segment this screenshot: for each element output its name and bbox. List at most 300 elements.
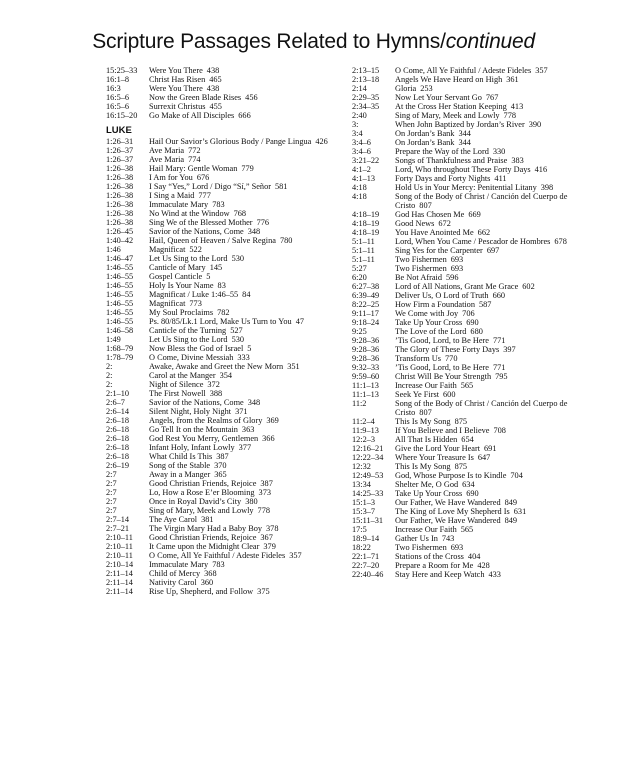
hymn-title: Sing Yes for the Carpenter [395,246,483,255]
scripture-reference: 11:9–13 [352,426,379,435]
hymn-entry [394,255,592,264]
scripture-entry [352,264,592,273]
scripture-entry [352,93,592,102]
page-title-main: Scripture Passages Related to Hymns/ [92,30,446,53]
hymn-title: Shelter Me, O God [395,480,459,489]
scripture-entry [352,444,592,453]
scripture-reference: 2:6–14 [106,407,130,416]
hymn-title: Two Fishermen [395,543,447,552]
hymn-title: Silent Night, Holy Night [149,407,232,416]
scripture-reference: 2:29–35 [352,93,380,102]
scripture-entry [352,372,592,381]
scripture-entry [352,471,592,480]
hymn-title: Savior of the Nations, Come [149,227,244,236]
scripture-reference: 2:34–35 [352,102,380,111]
hymn-entry [148,191,346,200]
scripture-reference: 9:28–36 [352,354,380,363]
hymn-number: 438 [206,66,220,75]
hymn-title: Hold Us in Your Mercy: Penitential Litany [395,183,537,192]
scripture-reference: 2:7 [106,479,117,488]
hymn-title: Take Up Your Cross [395,489,463,498]
hymn-title: Our Father, We Have Wandered [395,516,501,525]
hymn-number: 672 [438,219,451,228]
hymn-entry [148,533,346,542]
scripture-reference: 4:18 [352,183,367,192]
hymn-number: 379 [263,542,276,551]
hymn-entry [394,552,592,561]
hymn-entry [148,218,346,227]
scripture-reference: 15:25–33 [106,66,138,75]
hymn-number: 767 [485,93,499,102]
hymn-entry [148,344,346,353]
hymn-number: 783 [212,560,225,569]
scripture-entry [352,336,592,345]
scripture-reference: 2:11–14 [106,578,133,587]
hymn-title: My Soul Proclaims [149,308,214,317]
hymn-entry [148,470,346,479]
hymn-number: 426 [315,137,328,146]
hymn-title: Lord, Who throughout These Forty Days [395,165,531,174]
hymn-title: Song of the Stable [149,461,211,470]
scripture-entry [352,219,592,228]
scripture-reference: 2:13–15 [352,66,380,75]
hymn-entry [394,489,592,498]
scripture-entry [106,281,346,290]
hymn-number: 368 [204,569,217,578]
hymn-entry [394,282,592,291]
hymn-number: 587 [478,300,492,309]
hymn-title: How Firm a Foundation [395,300,475,309]
scripture-reference: 1:46 [106,245,121,254]
hymn-title: No Wind at the Window [149,209,230,218]
hymn-number: 348 [247,398,261,407]
scripture-reference: 22:1–71 [352,552,380,561]
hymn-entry [394,399,592,417]
hymn-number: 690 [466,318,479,327]
scripture-reference: 1:46–55 [106,308,134,317]
hymn-number: 676 [196,173,210,182]
hymn-number: 344 [458,129,471,138]
scripture-entry [106,551,346,560]
hymn-number: 779 [241,164,254,173]
hymn-title: Gloria [395,84,417,93]
scripture-reference: 2:40 [352,111,367,120]
hymn-number: 795 [495,372,508,381]
scripture-entry [106,506,346,515]
hymn-title: Lord, When You Came / Pescador de Hombres [395,237,551,246]
scripture-entry [352,354,592,363]
hymn-entry [148,254,346,263]
hymn-number: 522 [189,245,202,254]
hymn-entry [394,417,592,426]
scripture-reference: 1:26–38 [106,164,134,173]
hymn-title: Let Us Sing to the Lord [149,254,228,263]
hymn-title: Ave Maria [149,146,185,155]
scripture-entry [106,173,346,182]
scripture-entry [106,425,346,434]
scripture-reference: 2:7–14 [106,515,130,524]
scripture-reference: 1:26–37 [106,155,134,164]
hymn-title: Sing of Mary, Meek and Lowly [395,111,500,120]
scripture-reference: 2: [106,380,113,389]
scripture-reference: 4:18–19 [352,210,380,219]
hymn-title: When John Baptized by Jordan’s River [395,120,525,129]
hymn-title: What Child Is This [149,452,213,461]
scripture-entry [352,165,592,174]
scripture-reference: 2:7–21 [106,524,130,533]
hymn-number: 807 [419,201,432,210]
hymn-title: Go Make of All Disciples [149,111,235,120]
hymn-title: Magnificat [149,299,186,308]
hymn-title: Our Father, We Have Wandered [395,498,501,507]
scripture-entry [352,237,592,246]
hymn-entry [394,309,592,318]
hymn-number: 691 [484,444,497,453]
scripture-entry [106,434,346,443]
hymn-entry [148,137,346,146]
hymn-number: 365 [214,470,227,479]
scripture-reference: 11:1–13 [352,381,379,390]
hymn-title: Gospel Canticle [149,272,203,281]
scripture-entry [352,282,592,291]
page-title [0,30,640,54]
hymn-number: 397 [503,345,516,354]
hymn-title: Were You There [149,84,203,93]
scripture-reference: 1:26–38 [106,200,134,209]
hymn-title: Increase Our Faith [395,525,457,534]
scripture-reference: 2:7 [106,506,117,515]
scripture-reference: 1:46–55 [106,317,134,326]
hymn-title: The Glory of These Forty Days [395,345,500,354]
hymn-title: Good Christian Friends, Rejoice [149,479,257,488]
scripture-reference: 15:3–7 [352,507,376,516]
hymn-entry [394,525,592,534]
hymn-title: Christ Will Be Your Strength [395,372,492,381]
hymn-entry [148,75,346,84]
scripture-entry [352,507,592,516]
scripture-entry [352,435,592,444]
hymn-title: Stay Here and Keep Watch [395,570,485,579]
scripture-reference: 11:1–13 [352,390,379,399]
hymn-number: 849 [504,498,518,507]
hymn-number: 693 [450,255,464,264]
hymn-title: Songs of Thankfulness and Praise [395,156,508,165]
hymn-title: Seek Ye First [395,390,440,399]
hymn-title: On Jordan’s Bank [395,138,455,147]
scripture-reference: 12:32 [352,462,371,471]
hymn-entry [394,453,592,462]
hymn-entry [394,93,592,102]
hymn-entry [148,111,346,120]
hymn-title: It Came upon the Midnight Clear [149,542,260,551]
scripture-reference: 15:11–31 [352,516,384,525]
hymn-entry [394,381,592,390]
scripture-entry [106,263,346,272]
hymn-title: Now the Green Blade Rises [149,93,242,102]
scripture-entry [352,228,592,237]
hymn-title: This Is My Song [395,462,451,471]
scripture-reference: 22:7–20 [352,561,380,570]
scripture-entry [352,255,592,264]
scripture-entry [106,209,346,218]
hymn-title: Good News [395,219,435,228]
hymn-entry [394,363,592,372]
hymn-title: Night of Silence [149,380,204,389]
hymn-number: 596 [446,273,459,282]
scripture-entry [106,533,346,542]
hymn-number: 602 [522,282,535,291]
scripture-entry [106,407,346,416]
scripture-reference: 1:26–38 [106,173,134,182]
scripture-entry [106,389,346,398]
hymn-number: 390 [528,120,542,129]
scripture-entry [106,218,346,227]
scripture-reference: 16:5–6 [106,93,130,102]
scripture-reference: 15:1–3 [352,498,376,507]
hymn-title: Christ Has Risen [149,75,206,84]
hymn-title: Give the Lord Your Heart [395,444,481,453]
hymn-entry [148,200,346,209]
scripture-entry [352,156,592,165]
scripture-entry [352,426,592,435]
hymn-title: You Have Anointed Me [395,228,474,237]
scripture-entry [106,191,346,200]
hymn-title: I Am for You [149,173,193,182]
hymn-entry [148,560,346,569]
scripture-reference: 1:46–55 [106,299,134,308]
scripture-entry [106,335,346,344]
hymn-number: 654 [461,435,474,444]
scripture-entry [352,552,592,561]
hymn-entry [148,66,346,75]
scripture-reference: 3:4–6 [352,147,371,156]
hymn-title: God, Whose Purpose Is to Kindle [395,471,507,480]
hymn-title: I Say “Yes,” Lord / Digo “Sí,” Señor [149,182,271,191]
hymn-title: Lo, How a Rose E’er Blooming [149,488,255,497]
hymn-entry [394,498,592,507]
hymn-number: 370 [214,461,227,470]
hymn-number: 348 [247,227,261,236]
scripture-reference: 5:1–11 [352,237,375,246]
scripture-reference: 1:46–58 [106,326,134,335]
hymn-entry [148,146,346,155]
scripture-reference: 1:26–38 [106,209,134,218]
hymn-entry [394,102,592,111]
scripture-reference: 2:10–11 [106,533,133,542]
scripture-entry [106,290,346,299]
hymn-number: 680 [470,327,483,336]
scripture-reference: 1:26–31 [106,137,134,146]
scripture-entry [106,479,346,488]
hymn-number: 5 [206,272,211,281]
hymn-number: 581 [274,182,288,191]
hymn-entry [394,444,592,453]
hymn-entry [148,236,346,245]
hymn-number: 669 [468,210,481,219]
hymn-entry [394,543,592,552]
scripture-entry [352,570,592,579]
scripture-reference: 6:27–38 [352,282,380,291]
hymn-number: 600 [443,390,456,399]
scripture-reference: 2:11–14 [106,587,133,596]
scripture-entry [352,111,592,120]
hymn-entry [394,345,592,354]
hymn-title: I Sing a Maid [149,191,195,200]
hymn-title: O Come, All Ye Faithful / Adeste Fideles [149,551,286,560]
scripture-entry [352,327,592,336]
scripture-entry [352,192,592,210]
hymn-title: Canticle of Mary [149,263,206,272]
scripture-entry [352,516,592,525]
scripture-reference: 9:25 [352,327,367,336]
hymn-entry [394,219,592,228]
hymn-entry [148,389,346,398]
hymn-title: Take Up Your Cross [395,318,463,327]
scripture-reference: 2:7 [106,488,117,497]
hymn-number: 849 [504,516,518,525]
scripture-entry [106,515,346,524]
scripture-entry [106,84,346,93]
hymn-title: Carol at the Manger [149,371,216,380]
hymn-title: Infant Holy, Infant Lowly [149,443,235,452]
hymn-entry [394,120,592,129]
hymn-title: This Is My Song [395,417,451,426]
hymn-number: 357 [289,551,302,560]
hymn-title: Nativity Carol [149,578,197,587]
hymn-title: Lord of All Nations, Grant Me Grace [395,282,519,291]
scripture-reference: 11:2 [352,399,367,408]
hymn-number: 697 [486,246,500,255]
scripture-reference: 3:4–6 [352,138,371,147]
hymn-entry [148,290,346,299]
scripture-entry [106,326,346,335]
scripture-entry [106,416,346,425]
scripture-reference: 2:10–14 [106,560,134,569]
scripture-entry [106,111,346,120]
scripture-reference: 4:1–2 [352,165,371,174]
scripture-reference: 2:11–14 [106,569,133,578]
hymn-title: Sing We of the Blessed Mother [149,218,253,227]
hymn-number: 455 [209,102,222,111]
scripture-reference: 2: [106,371,113,380]
hymn-number: 428 [477,561,490,570]
scripture-reference: 8:22–25 [352,300,380,309]
hymn-number: 387 [216,452,229,461]
scripture-reference: 18:22 [352,543,371,552]
scripture-entry [106,362,346,371]
hymn-entry [394,192,592,210]
hymn-number: 875 [454,417,468,426]
hymn-title: ’Tis Good, Lord, to Be Here [395,363,489,372]
hymn-entry [394,480,592,489]
hymn-title: Hail, Queen of Heaven / Salve Regina [149,236,276,245]
scripture-reference: 12:2–3 [352,435,376,444]
hymn-number: 369 [266,416,279,425]
scripture-entry [106,371,346,380]
scripture-reference: 6:39–49 [352,291,380,300]
scripture-entry [106,578,346,587]
hymn-entry [394,318,592,327]
hymn-title: Increase Our Faith [395,381,457,390]
hymn-number: 373 [258,488,271,497]
scripture-reference: 16:5–6 [106,102,130,111]
hymn-title: Child of Mercy [149,569,201,578]
hymn-entry [148,155,346,164]
hymn-entry [148,227,346,236]
hymn-entry [394,327,592,336]
hymn-entry [394,210,592,219]
scripture-reference: 1:26–45 [106,227,134,236]
section-heading: LUKE [106,125,132,136]
hymn-entry [148,506,346,515]
hymn-title: Go Tell It on the Mountain [149,425,238,434]
scripture-entry [352,300,592,309]
hymn-entry [394,435,592,444]
hymn-number: 375 [257,587,270,596]
scripture-reference: 1:40–42 [106,236,134,245]
hymn-entry [394,570,592,579]
hymn-title: Angels, from the Realms of Glory [149,416,263,425]
hymn-number: 774 [188,155,201,164]
hymn-entry [148,488,346,497]
hymn-title: Gather Us In [395,534,438,543]
scripture-entry [106,227,346,236]
scripture-reference: 2:6–18 [106,425,130,434]
scripture-entry [352,84,592,93]
hymn-entry [394,174,592,183]
hymn-number: 530 [231,254,245,263]
hymn-entry [148,452,346,461]
hymn-number: 5 [247,344,252,353]
scripture-reference: 11:2–4 [352,417,375,426]
hymn-title: ’Tis Good, Lord, to Be Here [395,336,489,345]
scripture-entry [352,417,592,426]
scripture-reference: 2:6–18 [106,452,130,461]
scripture-reference: 9:18–24 [352,318,380,327]
hymn-title: On Jordan’s Bank [395,129,455,138]
hymn-entry [148,497,346,506]
hymn-title: O Come, Divine Messiah [149,353,234,362]
scripture-reference: 1:68–79 [106,344,134,353]
hymn-entry [394,138,592,147]
hymn-title: Surrexit Christus [149,102,206,111]
hymn-number: 782 [217,308,230,317]
hymn-number: 456 [245,93,258,102]
hymn-entry [148,551,346,560]
hymn-number: 344 [458,138,471,147]
scripture-entry [352,291,592,300]
scripture-entry [352,498,592,507]
hymn-entry [394,246,592,255]
scripture-entry [106,66,346,75]
hymn-number: 768 [233,209,247,218]
hymn-number: 527 [230,326,243,335]
hymn-number: 678 [554,237,567,246]
scripture-reference: 12:16–21 [352,444,384,453]
scripture-reference: 18:9–14 [352,534,380,543]
hymn-entry [394,561,592,570]
scripture-reference: 1:46–55 [106,290,134,299]
scripture-entry [106,236,346,245]
scripture-entry [352,489,592,498]
hymn-number: 253 [420,84,433,93]
scripture-reference: 2:7 [106,497,117,506]
scripture-reference: 2: [106,362,113,371]
hymn-number: 84 [242,290,251,299]
hymn-title: The King of Love My Shepherd Is [395,507,510,516]
hymn-number: 690 [466,489,479,498]
scripture-entry [106,497,346,506]
